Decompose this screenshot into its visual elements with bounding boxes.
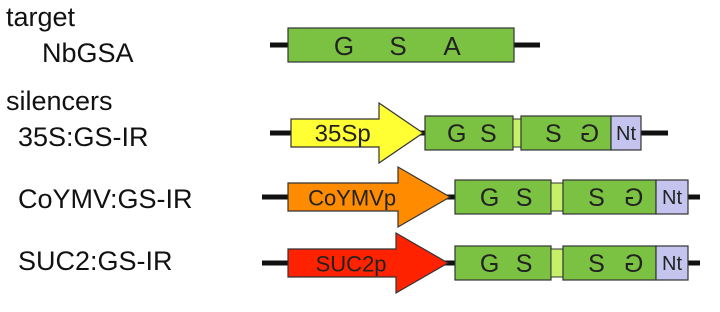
terminator-label: Nt: [662, 187, 682, 209]
terminator-label: Nt: [616, 123, 636, 145]
silencers-heading: silencers: [6, 86, 113, 116]
promoter-label: CoYMVp: [308, 185, 397, 211]
sense-letter: G: [446, 120, 467, 148]
sense-fragment-box: [425, 116, 513, 150]
sense-letter: S: [515, 250, 533, 278]
sense-fragment-box: [455, 246, 551, 280]
antisense-letter-mirrored: G: [623, 250, 644, 278]
sense-letter: S: [480, 120, 497, 148]
sense-fragment-box: [455, 180, 551, 214]
intron-spacer-box: [513, 119, 521, 147]
intron-spacer-box: [551, 183, 563, 211]
promoter-label: SUC2p: [315, 251, 387, 277]
antisense-letter: S: [545, 120, 562, 148]
sense-letter: G: [479, 250, 500, 278]
antisense-letter: S: [588, 184, 605, 212]
construct-label-suc2: SUC2:GS-IR: [18, 246, 173, 276]
target-gene-label: NbGSA: [42, 38, 134, 68]
construct-label-35s: 35S:GS-IR: [18, 122, 149, 152]
target-gene-letter: A: [443, 31, 461, 61]
antisense-letter-mirrored: G: [623, 184, 644, 212]
antisense-letter: S: [588, 250, 605, 278]
terminator-label: Nt: [662, 253, 682, 275]
promoter-label: 35Sp: [314, 120, 371, 148]
sense-letter: G: [479, 184, 500, 212]
target-gene-letter: S: [389, 31, 407, 61]
intron-spacer-box: [551, 249, 563, 277]
target-heading: target: [6, 2, 76, 32]
sense-letter: S: [515, 184, 533, 212]
antisense-letter-mirrored: G: [579, 120, 600, 148]
construct-label-coymv: CoYMV:GS-IR: [18, 184, 193, 214]
target-gene-letter: G: [333, 31, 355, 61]
